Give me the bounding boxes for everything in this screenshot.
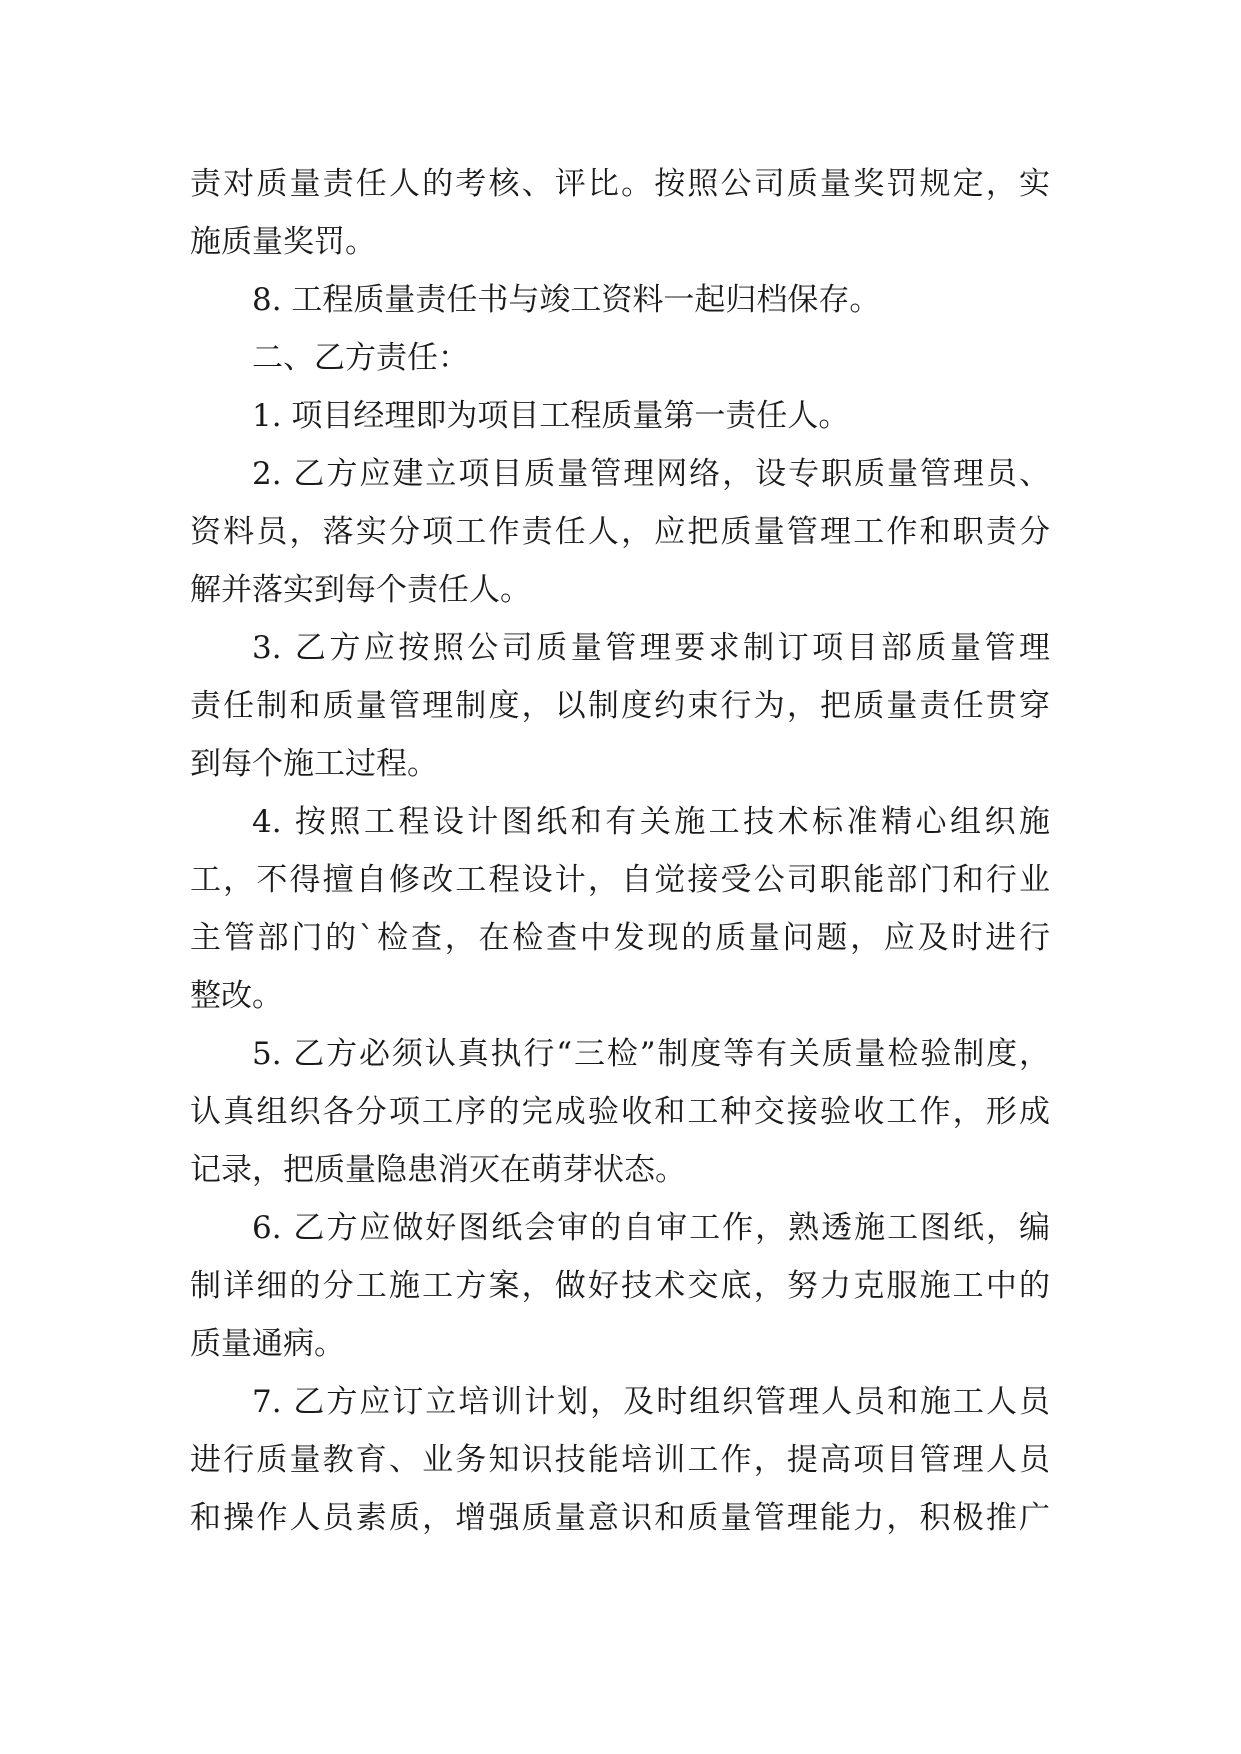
- text-line: 到每个施工过程。: [190, 746, 438, 782]
- text-line: 责任制和质量管理制度，以制度约束行为，把质量责任贯穿: [190, 688, 1050, 724]
- text-line: 责对质量责任人的考核、评比。按照公司质量奖罚规定，实: [190, 166, 1050, 202]
- text-line: 3. 乙方应按照公司质量管理要求制订项目部质量管理: [252, 630, 1050, 666]
- text-line: 施质量奖罚。: [190, 224, 376, 260]
- text-line: 制详细的分工施工方案，做好技术交底，努力克服施工中的: [190, 1268, 1050, 1304]
- text-line: 2. 乙方应建立项目质量管理网络，设专职质量管理员、: [252, 456, 1050, 492]
- text-line: 6. 乙方应做好图纸会审的自审工作，熟透施工图纸，编: [252, 1210, 1050, 1246]
- text-line: 8. 工程质量责任书与竣工资料一起归档保存。: [252, 282, 881, 318]
- text-line: 整改。: [190, 978, 283, 1014]
- text-line: 1. 项目经理即为项目工程质量第一责任人。: [252, 398, 850, 434]
- text-line: 资料员，落实分项工作责任人，应把质量管理工作和职责分: [190, 514, 1050, 550]
- text-line: 认真组织各分项工序的完成验收和工种交接验收工作，形成: [190, 1094, 1050, 1130]
- text-line: 进行质量教育、业务知识技能培训工作，提高项目管理人员: [190, 1442, 1050, 1478]
- text-line: 质量通病。: [190, 1326, 345, 1362]
- text-line: 4. 按照工程设计图纸和有关施工技术标准精心组织施: [252, 804, 1050, 840]
- text-line: 解并落实到每个责任人。: [190, 572, 531, 608]
- section-heading: 二、乙方责任：: [252, 340, 469, 376]
- text-line: 和操作人员素质，增强质量意识和质量管理能力，积极推广: [190, 1500, 1050, 1536]
- text-line: 记录，把质量隐患消灭在萌芽状态。: [190, 1152, 686, 1188]
- text-line: 7. 乙方应订立培训计划，及时组织管理人员和施工人员: [252, 1384, 1050, 1420]
- text-line: 5. 乙方必须认真执行“三检”制度等有关质量检验制度，: [252, 1036, 1050, 1072]
- text-line: 工，不得擅自修改工程设计，自觉接受公司职能部门和行业: [190, 862, 1050, 898]
- text-line: 主管部门的`检查，在检查中发现的质量问题，应及时进行: [190, 920, 1050, 956]
